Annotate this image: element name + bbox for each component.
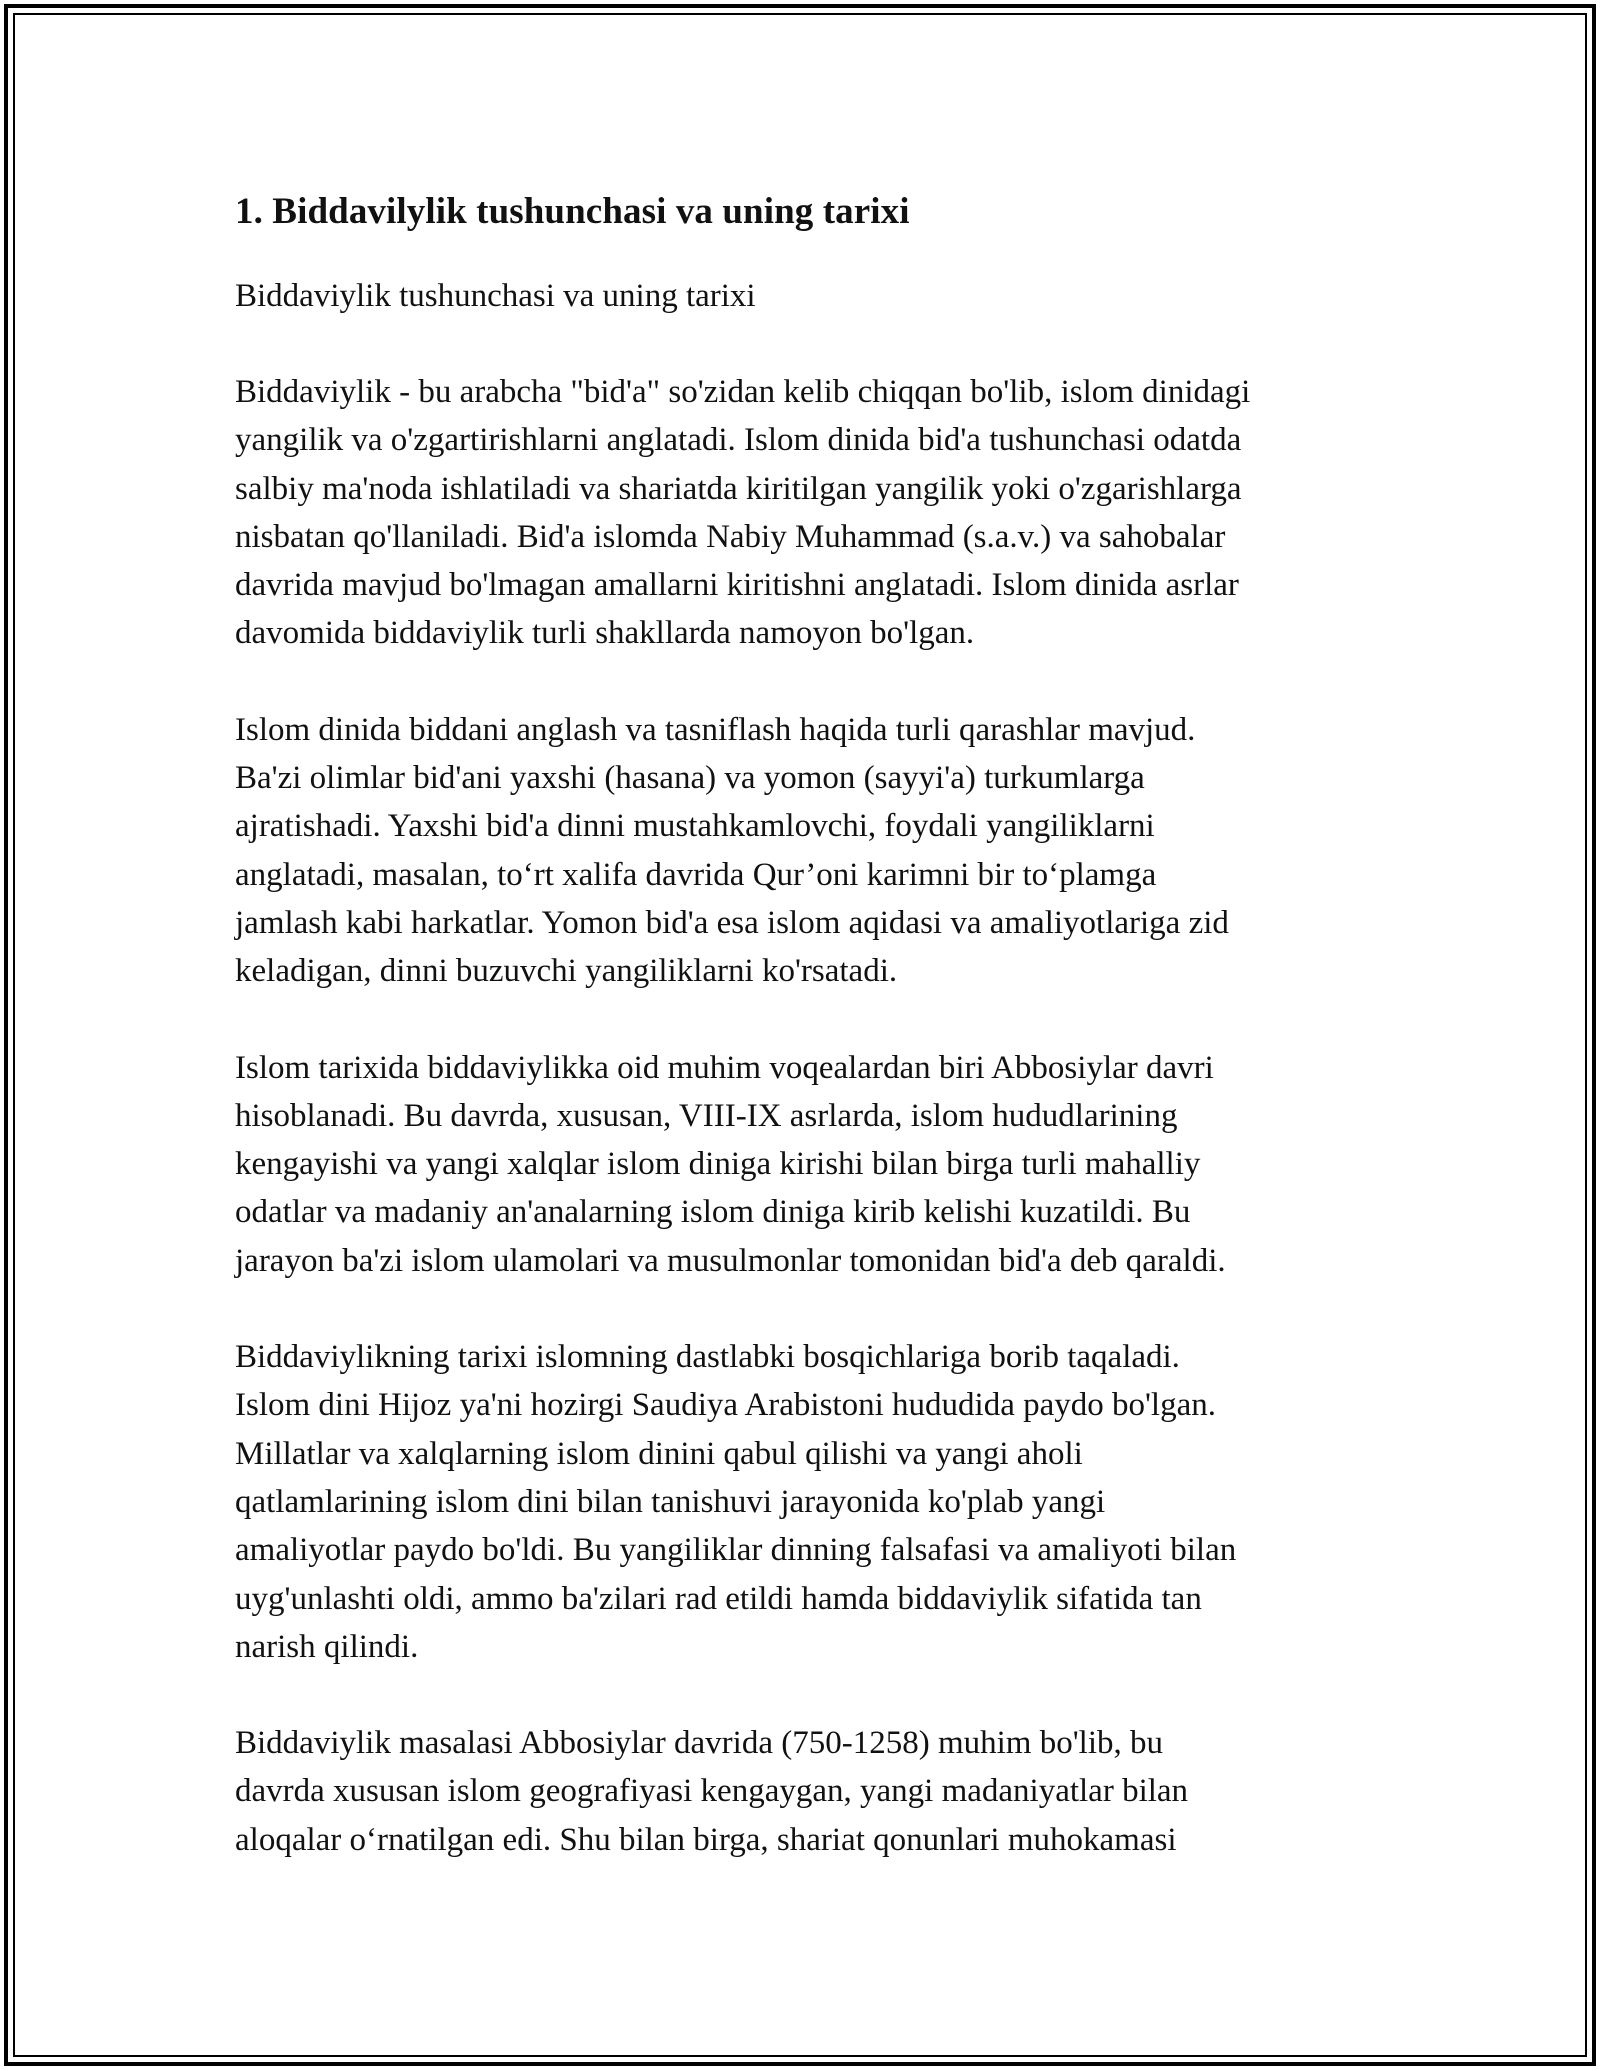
paragraph-4: Biddaviylikning tarixi islomning dastlabki bosqichlariga borib taqaladi. Islom dini Hijoz ya'ni hozirgi Saudiya Arabistoni hududida paydo bo'lgan. Millatlar va xalqlarning islom dinini qabul qilishi va yangi aholi qatlamlarining islom dini bilan tanishuvi jarayonida ko'plab yangi amaliyotlar paydo bo'ldi. Bu yangiliklar dinning falsafasi va amaliyoti bilan uyg'unlashti oldi, ammo ba'zilari rad etildi hamda biddaviylik sifatida tan narish qilindi. bbox=[235, 1339, 1237, 1665]
paragraph-5: Biddaviylik masalasi Abbosiylar davrida (750-1258) muhim bo'lib, bu davrda xususan islom geografiyasi kengaygan, yangi madaniyatlar bilan aloqalar o‘rnatilgan edi. Shu bilan birga, shariat qonunlari muhokamasi bbox=[235, 1725, 1189, 1858]
document-subtitle: Biddaviylik tushunchasi va uning tarixi bbox=[235, 278, 756, 314]
paragraph-3: Islom tarixida biddaviylikka oid muhim voqealardan biri Abbosiylar davri hisoblanadi. Bu davrda, xususan, VIII-IX asrlarda, islom hududlarining kengayishi va yangi xalqlar islom diniga kirishi bilan birga turli mahalliy odatlar va madaniy an'analarning islom diniga kirib kelishi kuzatildi. Bu jarayon ba'zi islom ulamolari va musulmonlar tomonidan bid'a deb qaraldi. bbox=[235, 1049, 1226, 1279]
document-heading: 1. Biddavilylik tushunchasi va uning tarixi bbox=[235, 191, 910, 232]
paragraph-2: Islom dinida biddani anglash va tasniflash haqida turli qarashlar mavjud. Ba'zi olimlar bid'ani yaxshi (hasana) va yomon (sayyi'a) turkumlarga ajratishadi. Yaxshi bid'a dinni mustahkamlovchi, foydali yangiliklarni anglatadi, masalan, to‘rt xalifa davrida Qur’oni karimni bir to‘plamga jamlash kabi harkatlar. Yomon bid'a esa islom aqidasi va amaliyotlariga zid keladigan, dinni buzuvchi yangiliklarni ko'rsatadi. bbox=[235, 711, 1229, 990]
document-body bbox=[235, 190, 1375, 1864]
paragraph-1: Biddaviylik - bu arabcha "bid'a" so'zidan kelib chiqqan bo'lib, islom dinidagi yangilik va o'zgartirishlarni anglatadi. Islom dinida bid'a tushunchasi odatda salbiy ma'noda ishlatiladi va shariatda kiritilgan yangilik yoki o'zgarishlarga nisbatan qo'llaniladi. Bid'a islomda Nabiy Muhammad (s.a.v.) va sahobalar davrida mavjud bo'lmagan amallarni kiritishni anglatadi. Islom dinida asrlar davomida biddaviylik turli shakllarda namoyon bo'lgan. bbox=[235, 374, 1251, 652]
